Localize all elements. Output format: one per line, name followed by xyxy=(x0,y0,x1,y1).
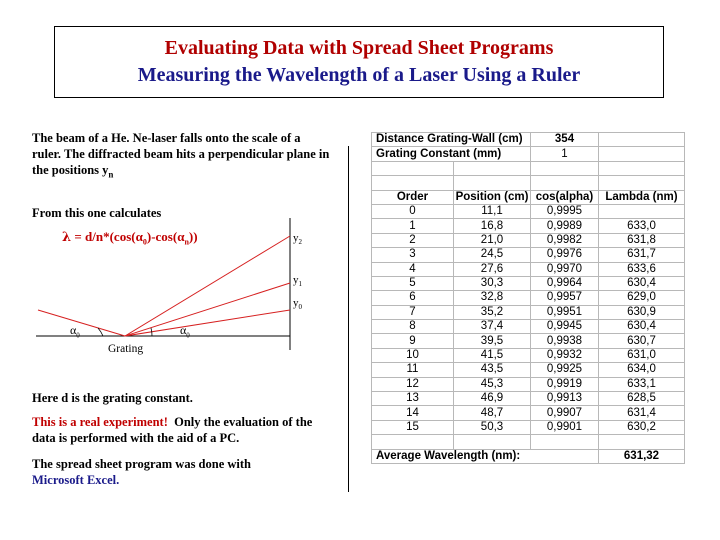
excel-name: Microsoft Excel. xyxy=(32,473,120,487)
grating-constant-text: Here d is the grating constant. xyxy=(32,391,193,405)
cell-lambda: 630,4 xyxy=(599,320,685,334)
sheet-blank-row xyxy=(372,176,685,190)
constant-value: 1 xyxy=(531,147,599,161)
cell-cos: 0,9925 xyxy=(531,363,599,377)
sheet-blank-row xyxy=(372,161,685,175)
cell-order: 12 xyxy=(372,377,454,391)
cell-cos: 0,9907 xyxy=(531,406,599,420)
empty-cell xyxy=(372,435,454,449)
empty-cell xyxy=(454,161,531,175)
empty-cell xyxy=(599,133,685,147)
header-lambda: Lambda (nm) xyxy=(599,190,685,204)
cell-position: 48,7 xyxy=(454,406,531,420)
formula-alpha0: α xyxy=(135,229,143,244)
table-row xyxy=(372,305,685,319)
cell-cos: 0,9957 xyxy=(531,291,599,305)
intro-text: The beam of a He. Ne-laser falls onto the scale of a ruler. The diffracted beam hits a perpendicular plane in the positions y xyxy=(32,131,330,177)
table-row xyxy=(372,392,685,406)
cell-position: 45,3 xyxy=(454,377,531,391)
cell-position: 46,9 xyxy=(454,392,531,406)
cell-order: 15 xyxy=(372,420,454,434)
cell-order: 5 xyxy=(372,276,454,290)
empty-cell xyxy=(454,176,531,190)
cell-lambda: 630,4 xyxy=(599,276,685,290)
cell-position: 39,5 xyxy=(454,334,531,348)
grating-label: Grating xyxy=(108,343,144,355)
sheet-row-constant xyxy=(372,147,685,161)
cell-lambda: 631,7 xyxy=(599,248,685,262)
y0-sub: 0 xyxy=(298,303,302,312)
cell-lambda: 634,0 xyxy=(599,363,685,377)
label-y0 xyxy=(293,295,302,315)
cell-position: 24,5 xyxy=(454,248,531,262)
formula-part: )) xyxy=(188,229,198,244)
table-row xyxy=(372,363,685,377)
formula-alphan: α xyxy=(177,229,185,244)
empty-cell xyxy=(599,147,685,161)
alpha-sub: 0 xyxy=(76,331,80,340)
empty-cell xyxy=(599,435,685,449)
cell-order: 11 xyxy=(372,363,454,377)
real-experiment-rest: Only the evaluation of the data is performed with the aid of a PC. xyxy=(32,415,313,445)
empty-cell xyxy=(599,176,685,190)
calc-intro: From this one calculates xyxy=(32,206,162,220)
distance-label: Distance Grating-Wall (cm) xyxy=(372,133,531,147)
sheet-row-distance xyxy=(372,133,685,147)
cell-lambda: 630,7 xyxy=(599,334,685,348)
slide-title: Evaluating Data with Spread Sheet Programs xyxy=(164,37,554,59)
cell-lambda: 629,0 xyxy=(599,291,685,305)
cell-cos: 0,9901 xyxy=(531,420,599,434)
divider-line xyxy=(348,146,349,492)
y-letter: y xyxy=(293,232,299,244)
cell-cos: 0,9976 xyxy=(531,248,599,262)
cell-lambda: 631,0 xyxy=(599,348,685,362)
table-row xyxy=(372,291,685,305)
cell-cos: 0,9938 xyxy=(531,334,599,348)
average-value: 631,32 xyxy=(599,449,685,463)
table-row xyxy=(372,320,685,334)
label-y1 xyxy=(293,272,302,292)
spreadsheet-table xyxy=(371,132,685,464)
cell-position: 41,5 xyxy=(454,348,531,362)
cell-order: 7 xyxy=(372,305,454,319)
cell-position: 16,8 xyxy=(454,219,531,233)
cell-position: 37,4 xyxy=(454,320,531,334)
cell-order: 6 xyxy=(372,291,454,305)
real-experiment-red: This is a real experiment! xyxy=(32,415,168,429)
empty-cell xyxy=(599,161,685,175)
cell-lambda xyxy=(599,204,685,218)
table-row xyxy=(372,420,685,434)
header-cos: cos(alpha) xyxy=(531,190,599,204)
cell-position: 43,5 xyxy=(454,363,531,377)
formula-subn: n xyxy=(184,237,189,247)
spreadsheet-note-text: The spread sheet program was done with xyxy=(32,457,251,471)
y1-sub: 1 xyxy=(298,280,302,289)
empty-cell xyxy=(531,435,599,449)
beam-order-2 xyxy=(125,236,290,336)
empty-cell xyxy=(531,161,599,175)
table-row xyxy=(372,233,685,247)
table-row xyxy=(372,262,685,276)
table-row xyxy=(372,377,685,391)
empty-cell xyxy=(372,176,454,190)
cell-order: 14 xyxy=(372,406,454,420)
cell-lambda: 630,9 xyxy=(599,305,685,319)
cell-order: 0 xyxy=(372,204,454,218)
cell-lambda: 628,5 xyxy=(599,392,685,406)
cell-cos: 0,9982 xyxy=(531,233,599,247)
table-row xyxy=(372,348,685,362)
formula-lambda: λ xyxy=(62,230,72,245)
sheet-blank-row xyxy=(372,435,685,449)
alpha-letter: α xyxy=(70,323,77,337)
formula-sub0: 0 xyxy=(142,237,147,247)
cell-cos: 0,9989 xyxy=(531,219,599,233)
formula-part: )-cos( xyxy=(146,229,178,244)
cell-order: 2 xyxy=(372,233,454,247)
table-row xyxy=(372,334,685,348)
cell-cos: 0,9995 xyxy=(531,204,599,218)
y2-sub: 2 xyxy=(298,238,302,247)
cell-cos: 0,9932 xyxy=(531,348,599,362)
cell-order: 3 xyxy=(372,248,454,262)
cell-cos: 0,9913 xyxy=(531,392,599,406)
cell-position: 27,6 xyxy=(454,262,531,276)
empty-cell xyxy=(454,435,531,449)
cell-lambda: 633,0 xyxy=(599,219,685,233)
table-row xyxy=(372,248,685,262)
distance-value: 354 xyxy=(531,133,599,147)
cell-cos: 0,9970 xyxy=(531,262,599,276)
y-letter: y xyxy=(293,297,299,309)
cell-cos: 0,9945 xyxy=(531,320,599,334)
cell-lambda: 631,8 xyxy=(599,233,685,247)
cell-lambda: 631,4 xyxy=(599,406,685,420)
alpha-letter: α xyxy=(180,323,187,337)
sheet-data-rows xyxy=(372,204,685,434)
cell-position: 21,0 xyxy=(454,233,531,247)
table-row xyxy=(372,219,685,233)
empty-cell xyxy=(372,161,454,175)
slide-subtitle: Measuring the Wavelength of a Laser Using a Ruler xyxy=(137,64,581,86)
cell-position: 30,3 xyxy=(454,276,531,290)
cell-position: 32,8 xyxy=(454,291,531,305)
cell-order: 9 xyxy=(372,334,454,348)
cell-lambda: 633,6 xyxy=(599,262,685,276)
table-row xyxy=(372,406,685,420)
cell-order: 1 xyxy=(372,219,454,233)
label-y2 xyxy=(293,230,302,250)
table-row xyxy=(372,204,685,218)
header-position: Position (cm) xyxy=(454,190,531,204)
y-letter: y xyxy=(293,274,299,286)
incident-beam xyxy=(38,310,125,336)
beam-order-0 xyxy=(125,310,290,336)
label-alpha-right xyxy=(180,322,190,343)
beam-order-1 xyxy=(125,283,290,336)
sheet-header-row xyxy=(372,190,685,204)
cell-cos: 0,9964 xyxy=(531,276,599,290)
cell-position: 35,2 xyxy=(454,305,531,319)
label-alpha-left xyxy=(70,322,80,343)
spreadsheet-note xyxy=(32,456,332,488)
cell-cos: 0,9951 xyxy=(531,305,599,319)
cell-position: 11,1 xyxy=(454,204,531,218)
cell-order: 8 xyxy=(372,320,454,334)
sheet-average-row xyxy=(372,449,685,463)
table-row xyxy=(372,276,685,290)
formula-part: = d/n*(cos( xyxy=(71,229,136,244)
cell-order: 4 xyxy=(372,262,454,276)
constant-label: Grating Constant (mm) xyxy=(372,147,531,161)
alpha-sub: 0 xyxy=(186,331,190,340)
cell-lambda: 633,1 xyxy=(599,377,685,391)
cell-order: 10 xyxy=(372,348,454,362)
cell-position: 50,3 xyxy=(454,420,531,434)
cell-cos: 0,9919 xyxy=(531,377,599,391)
real-experiment-note xyxy=(32,414,332,446)
cell-lambda: 630,2 xyxy=(599,420,685,434)
average-label: Average Wavelength (nm): xyxy=(372,449,599,463)
cell-order: 13 xyxy=(372,392,454,406)
intro-subscript: n xyxy=(108,169,114,180)
empty-cell xyxy=(531,176,599,190)
header-order: Order xyxy=(372,190,454,204)
